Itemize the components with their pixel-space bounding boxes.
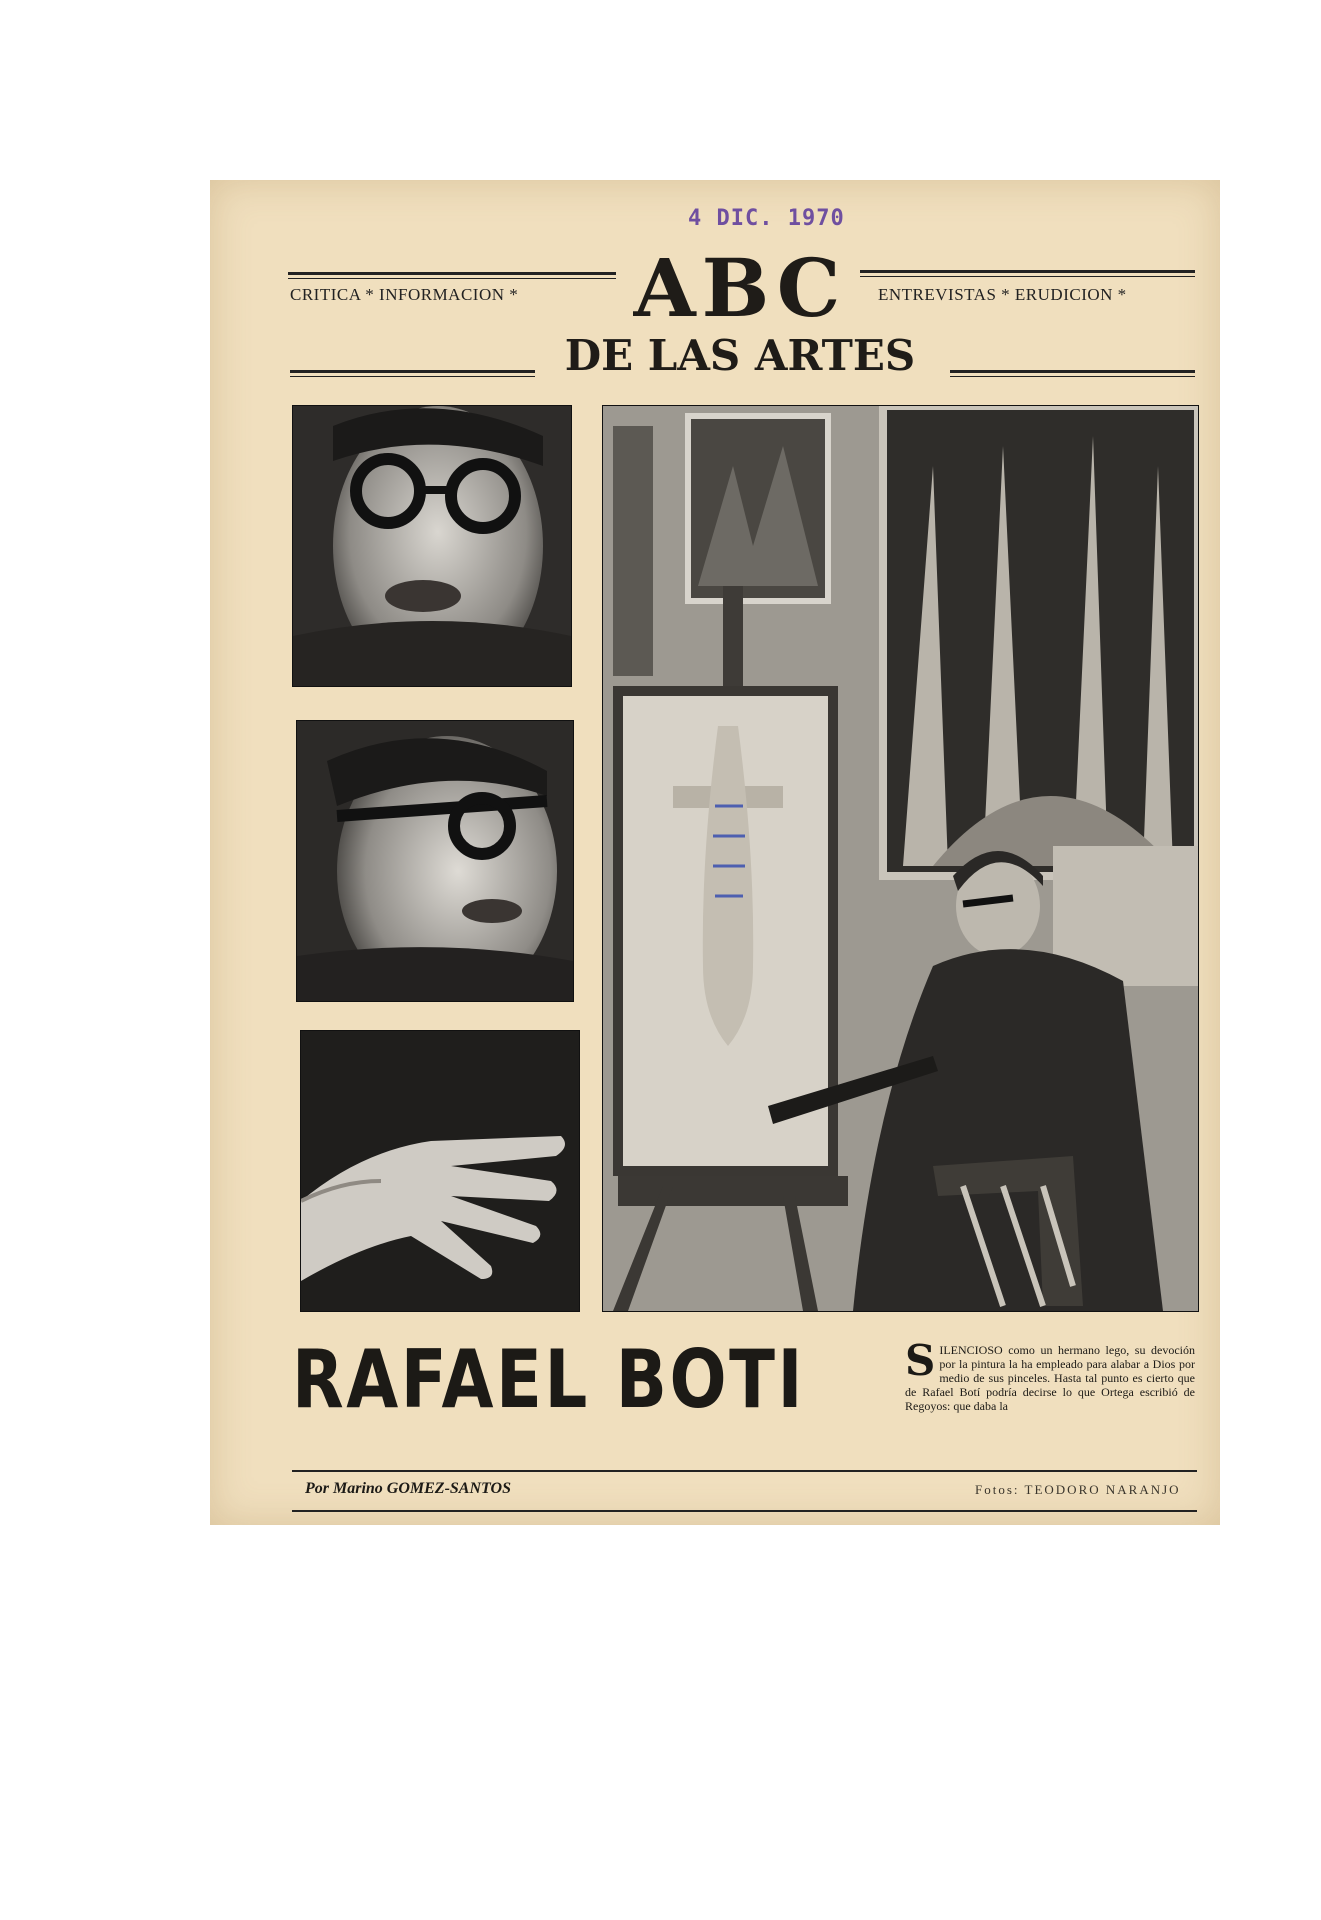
intro-text: ILENCIOSO como un hermano lego, su devoción por la pintura la ha empleado para alabar a Dios por medio de sus pinceles. Hasta tal punto es cierto que de Rafael Botí podría decirse lo que Ortega escribió de Regoyos: que daba la [905,1343,1195,1413]
photo-credit: Fotos: TEODORO NARANJO [975,1482,1181,1497]
masthead-rule-right-bottom [950,370,1195,373]
masthead-right-tagline: ENTREVISTAS * ERUDICION * [878,285,1127,304]
portrait-front-image [293,406,571,686]
masthead-rule-right-top [860,270,1195,273]
article-headline: RAFAEL BOTI [292,1333,805,1426]
byline: Por Marino GOMEZ-SANTOS [305,1480,511,1497]
photo-hand [300,1030,580,1312]
footer-rule-bottom [292,1510,1197,1512]
masthead-rule-left-bottom-thin [290,376,535,377]
masthead-rule-left-top-thin [288,278,616,279]
masthead-rule-left-bottom [290,370,535,373]
intro-dropcap: S [905,1336,936,1385]
hand-image [301,1031,579,1311]
footer-rule-top [292,1470,1197,1472]
article-intro [905,1336,1195,1413]
masthead-subtitle: DE LAS ARTES [564,331,916,380]
photo-portrait-front [292,405,572,687]
photo-portrait-profile [296,720,574,1002]
painter-image [603,406,1198,1311]
masthead-rule-right-top-thin [860,276,1195,277]
newspaper-page [210,180,1220,1525]
masthead-rule-left-top [288,272,616,275]
masthead-title: ABC [633,241,847,335]
masthead-left-tagline: CRITICA * INFORMACION * [290,285,519,304]
photo-painter-at-easel [602,405,1199,1312]
masthead-rule-right-bottom-thin [950,376,1195,377]
portrait-profile-image [297,721,573,1001]
date-stamp: 4 DIC. 1970 [688,206,845,231]
